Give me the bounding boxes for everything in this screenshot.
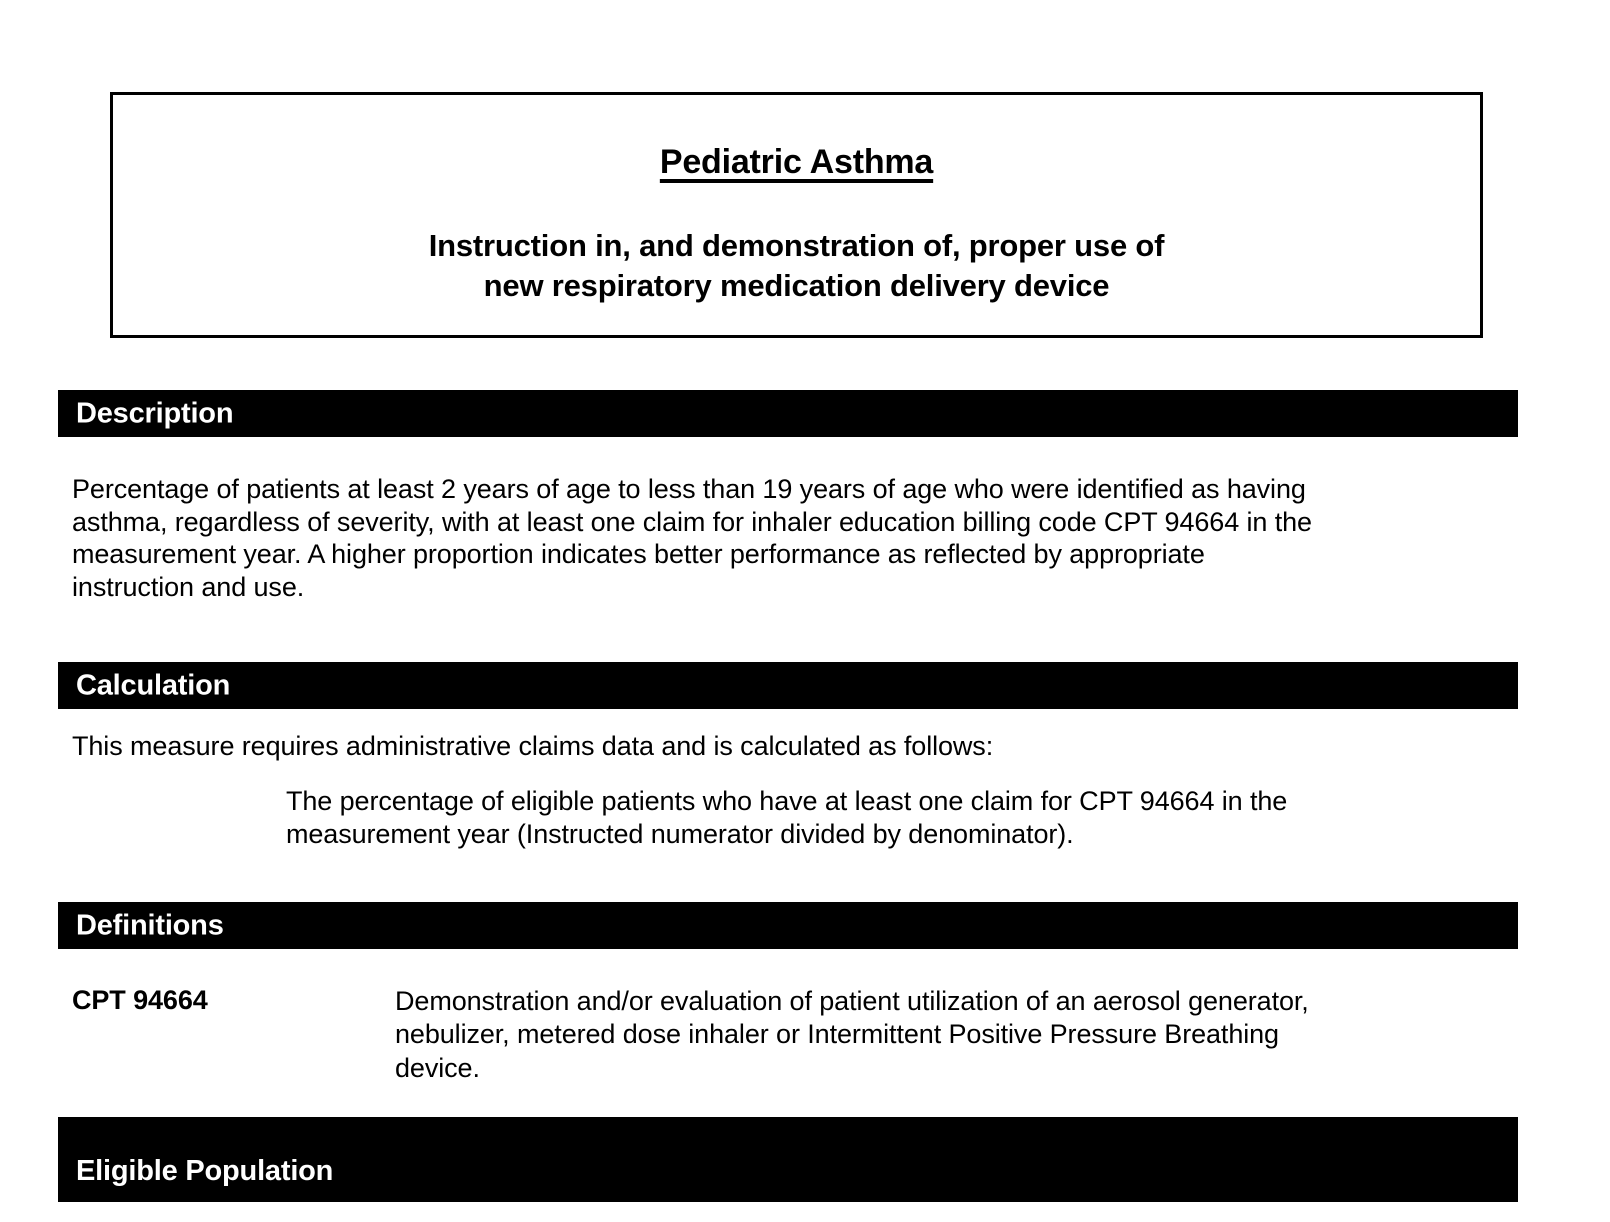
page-title: Pediatric Asthma: [659, 143, 934, 181]
page-subtitle: [113, 226, 1480, 305]
definition-term: CPT 94664: [72, 985, 208, 1015]
definition-description: [395, 985, 1435, 1085]
section-header-calculation-label: Calculation: [76, 669, 231, 701]
description-line-4: instruction and use.: [72, 571, 305, 602]
section-header-eligible-population: [58, 1117, 1518, 1202]
calculation-intro-text: This measure requires administrative claims data and is calculated as follows:: [72, 731, 994, 761]
definition-description-line-1: Demonstration and/or evaluation of patient utilization of an aerosol generator,: [395, 986, 1309, 1016]
description-line-2: asthma, regardless of severity, with at least one claim for inhaler education billing code CPT 94664 in the: [72, 506, 1312, 537]
section-header-definitions: [58, 902, 1518, 949]
section-header-calculation: [58, 662, 1518, 709]
title-box: [110, 92, 1483, 338]
page-subtitle-line-1: Instruction in, and demonstration of, proper use of: [428, 228, 1165, 263]
description-paragraph: [72, 473, 1492, 604]
description-line-1: Percentage of patients at least 2 years of age to less than 19 years of age who were identified as having: [72, 474, 1306, 504]
definition-description-line-2: nebulizer, metered dose inhaler or Intermittent Positive Pressure Breathing: [395, 1019, 1279, 1050]
section-header-eligible-population-label: Eligible Population: [76, 1155, 334, 1187]
description-line-3: measurement year. A higher proportion indicates better performance as reflected by appropriate: [72, 539, 1205, 570]
calculation-detail-text: [286, 785, 1466, 850]
section-header-definitions-label: Definitions: [76, 909, 224, 941]
section-header-description: [58, 390, 1518, 437]
section-header-description-label: Description: [76, 397, 234, 429]
definition-description-line-3: device.: [395, 1052, 480, 1083]
calculation-detail-line-1: The percentage of eligible patients who have at least one claim for CPT 94664 in the: [286, 786, 1288, 816]
page-subtitle-line-2: new respiratory medication delivery device: [483, 267, 1110, 303]
calculation-detail-line-2: measurement year (Instructed numerator divided by denominator).: [286, 818, 1074, 849]
